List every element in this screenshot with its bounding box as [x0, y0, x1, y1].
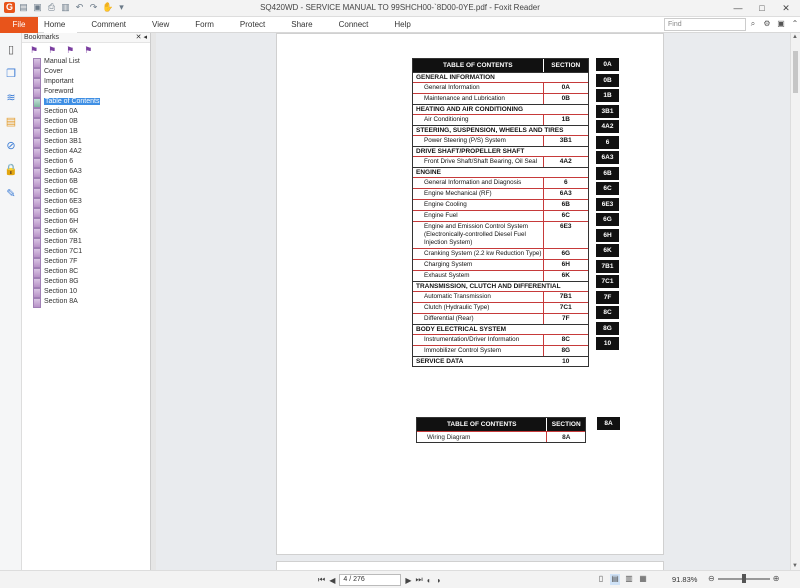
toc-row-section: 0A	[561, 84, 570, 91]
bookmarks-panel	[22, 33, 151, 570]
bookmark-label: Section 7F	[44, 258, 78, 265]
toc-row-name: Clutch (Hydraulic Type)	[413, 303, 544, 313]
toc-row-section: 6C	[561, 212, 570, 219]
continuous-facing-icon[interactable]: ▦	[639, 574, 647, 583]
section-tab[interactable]: 1B	[596, 89, 619, 102]
toc-group-title: HEATING AND AIR CONDITIONING	[413, 104, 588, 114]
comments-icon[interactable]: ▤	[5, 116, 17, 128]
toc-row-name: Engine Fuel	[413, 211, 544, 221]
section-tab[interactable]: 7B1	[596, 260, 619, 273]
toc-row-section: 8C	[561, 336, 570, 343]
pages-thumbnail-icon[interactable]: ❐	[6, 68, 16, 80]
scroll-up-icon[interactable]: ▲	[792, 34, 798, 40]
bookmark-item[interactable]	[22, 297, 150, 307]
toc-row[interactable]	[413, 135, 588, 146]
bookmark-item[interactable]	[22, 217, 150, 227]
last-page-icon[interactable]: ⏭	[415, 575, 423, 584]
toc-group-title: BODY ELECTRICAL SYSTEM	[413, 324, 588, 334]
attachment-icon[interactable]: ⊘	[6, 140, 16, 152]
toc-row-section: 6	[563, 179, 568, 186]
toc2-header-section: SECTION	[547, 418, 585, 431]
toc-row-section: 8G	[561, 347, 571, 354]
delete-bookmark-icon[interactable]: ⚑	[66, 45, 75, 55]
toc-row-section: 1B	[561, 116, 570, 123]
bookmark-options-icon[interactable]: ⚑	[84, 45, 93, 55]
tab-form[interactable]: Form	[195, 20, 214, 29]
bookmark-label: Foreword	[44, 88, 74, 95]
vertical-scrollbar[interactable]	[790, 33, 800, 570]
toc-row-name: Air Conditioning	[413, 115, 544, 125]
single-page-icon[interactable]: ▯	[598, 574, 604, 583]
save-icon[interactable]: ▣	[33, 2, 42, 12]
section-tab[interactable]: 7C1	[596, 275, 619, 288]
zoom-slider[interactable]	[708, 574, 779, 583]
tab-share[interactable]: Share	[291, 20, 313, 29]
tab-home[interactable]: Home	[44, 17, 77, 33]
pdf-icon[interactable]: ▥	[61, 2, 70, 12]
section-tab[interactable]: 4A2	[596, 120, 619, 133]
document-viewer[interactable]	[156, 33, 790, 570]
bookmark-label: Section 6G	[44, 208, 79, 215]
bookmark-item[interactable]	[22, 67, 150, 77]
bookmark-item[interactable]	[22, 57, 150, 67]
toc-row-name: Automatic Transmission	[413, 292, 544, 302]
toc-row-name: Power Steering (P/S) System	[413, 136, 544, 146]
bookmark-item[interactable]	[22, 107, 150, 117]
bookmark-label: Section 0A	[44, 108, 78, 115]
bookmark-item[interactable]	[22, 277, 150, 287]
bookmark-label: Section 8A	[44, 298, 78, 305]
tab-view[interactable]: View	[152, 20, 170, 29]
toc-row-name: Instrumentation/Driver Information	[413, 335, 544, 345]
bookmark-label: Section 6H	[44, 218, 79, 225]
toc-row-section: 8A	[562, 434, 571, 441]
bookmark-tree	[22, 57, 150, 307]
bookmark-item[interactable]	[22, 227, 150, 237]
toc-row-name: Wiring Diagram	[417, 432, 547, 442]
toc-row-section: 6H	[561, 261, 570, 268]
bookmark-item[interactable]	[22, 207, 150, 217]
history-back-icon[interactable]: ◐	[426, 575, 432, 585]
ribbon-tabs	[0, 17, 800, 33]
next-pdf-page	[276, 561, 664, 570]
first-page-icon[interactable]: ⏮	[318, 575, 326, 584]
facing-page-icon[interactable]: ▥	[625, 574, 633, 583]
bookmark-item[interactable]	[22, 157, 150, 167]
new-bookmark-icon[interactable]: ⚑	[30, 45, 39, 55]
navigation-pane-rail	[0, 33, 22, 570]
bookmark-label: Section 8C	[44, 268, 79, 275]
toc-row-name: Exhaust System	[413, 271, 544, 281]
bookmark-item[interactable]	[22, 237, 150, 247]
toc-row[interactable]	[413, 210, 588, 221]
continuous-page-icon[interactable]: ▤	[611, 574, 619, 583]
bookmark-item[interactable]	[22, 187, 150, 197]
toc-row-section: 6K	[561, 272, 570, 279]
toc-row-name: Engine and Emission Control System (Electronically-controlled Diesel Fuel Injection System)	[413, 222, 544, 248]
add-bookmark-icon[interactable]: ⚑	[48, 45, 57, 55]
toc-table	[412, 58, 589, 367]
bookmark-label: Section 0B	[44, 118, 78, 125]
bookmark-label: Section 7C1	[44, 248, 83, 255]
section-tab[interactable]: 6K	[596, 244, 619, 257]
toc-row-section: 6B	[561, 201, 570, 208]
tools-icon[interactable]: ✎	[6, 188, 16, 200]
toc-group-title: TRANSMISSION, CLUTCH AND DIFFERENTIAL	[413, 281, 588, 291]
bookmark-item[interactable]	[22, 97, 150, 107]
open-icon[interactable]: ▤	[19, 2, 28, 12]
bookmark-item[interactable]	[22, 177, 150, 187]
page-icon[interactable]: ▯	[7, 44, 15, 56]
bookmark-label: Section 8G	[44, 278, 79, 285]
bookmark-label: Section 6C	[44, 188, 79, 195]
toc-table-wiring	[416, 417, 586, 443]
section-tab[interactable]: 7F	[596, 291, 619, 304]
section-tab[interactable]: 3B1	[596, 105, 619, 118]
page-number-input[interactable]: 4 / 276	[339, 574, 401, 586]
section-tab[interactable]: 8A	[597, 417, 620, 430]
bookmark-item[interactable]	[22, 167, 150, 177]
bookmark-item[interactable]	[22, 257, 150, 267]
maximize-button[interactable]: □	[759, 3, 765, 13]
status-bar	[0, 570, 800, 588]
customize-icon[interactable]: ▾	[119, 2, 124, 12]
bookmark-item[interactable]	[22, 197, 150, 207]
toc-row[interactable]	[413, 177, 588, 188]
foxit-logo-icon[interactable]: G	[5, 2, 13, 12]
page-navigation	[318, 574, 440, 586]
bookmark-label: Section 6A3	[44, 168, 82, 175]
zoom-slider-knob[interactable]	[742, 574, 746, 583]
toc-group-title: ENGINE	[413, 167, 588, 177]
toc-row[interactable]	[413, 188, 588, 199]
bookmark-label: Section 7B1	[44, 238, 82, 245]
toc-group-section: 10	[562, 358, 570, 365]
section-tabs	[596, 58, 620, 353]
toc-row-name: Charging System	[413, 260, 544, 270]
view-modes	[596, 574, 648, 585]
close-button[interactable]: ✕	[782, 3, 790, 13]
next-page-icon[interactable]: ▶	[405, 575, 412, 585]
toc-row-name: Cranking System (2.2 kw Reduction Type)	[413, 249, 544, 259]
toc-row[interactable]	[413, 270, 588, 281]
toc-row[interactable]	[413, 259, 588, 270]
toc-row[interactable]	[413, 114, 588, 125]
toc-group-title: GENERAL INFORMATION	[413, 72, 588, 82]
section-tab[interactable]: 8G	[596, 322, 619, 335]
bookmark-label: Section 6	[44, 158, 74, 165]
toc-row-name: Engine Mechanical (RF)	[413, 189, 544, 199]
toc-row-section: 0B	[561, 95, 570, 102]
section-tab[interactable]: 6G	[596, 213, 619, 226]
user-icon[interactable]: ▣	[777, 19, 785, 28]
history-forward-icon[interactable]: ◑	[435, 575, 441, 585]
toc-row[interactable]	[413, 345, 588, 356]
tab-connect[interactable]: Connect	[338, 20, 369, 29]
zoom-in-icon[interactable]: ⊕	[772, 574, 780, 583]
toc-row-section: 6E3	[559, 223, 572, 230]
bookmark-item[interactable]	[22, 287, 150, 297]
search-icon[interactable]: ⌕	[750, 19, 756, 28]
toc-group-title: STEERING, SUSPENSION, WHEELS AND TIRES	[413, 125, 588, 135]
toc-row[interactable]	[413, 334, 588, 345]
toc-group-label: SERVICE DATA	[416, 358, 464, 365]
bookmark-label: Section 4A2	[44, 148, 82, 155]
print-icon[interactable]: ⎙	[47, 2, 56, 12]
window-title: SQ420WD - SERVICE MANUAL TO 99SHCH00-`8D00-0YE.pdf - Foxit Reader	[260, 3, 540, 12]
toc-row-name: Front Drive Shaft/Shaft Bearing, Oil Seal	[413, 157, 544, 167]
section-tab[interactable]: 6B	[596, 167, 619, 180]
section-tab[interactable]: 0B	[596, 74, 619, 87]
toc-row[interactable]	[413, 156, 588, 167]
toc-row-section: 7B1	[559, 293, 572, 300]
toc-row[interactable]	[413, 82, 588, 93]
toc-row-section: 6G	[561, 250, 571, 257]
zoom-level[interactable]: 91.83%	[672, 575, 698, 584]
bookmarks-header	[22, 33, 150, 43]
toc-row-name: General Information and Diagnosis	[413, 178, 544, 188]
toc-row[interactable]	[413, 221, 588, 248]
bookmark-item[interactable]	[22, 137, 150, 147]
tab-help[interactable]: Help	[394, 20, 411, 29]
undo-icon[interactable]: ↶	[75, 2, 84, 12]
bookmark-label: Manual List	[44, 58, 80, 65]
toc-row-section: 7C1	[559, 304, 572, 311]
expand-icon[interactable]: ⌃	[791, 19, 799, 28]
section-tab[interactable]: 0A	[596, 58, 619, 71]
bookmark-item[interactable]	[22, 87, 150, 97]
toc-row[interactable]	[413, 291, 588, 302]
bookmark-item[interactable]	[22, 267, 150, 277]
layers-icon[interactable]: ≋	[6, 92, 16, 104]
bookmark-label: Section 6K	[44, 228, 78, 235]
bookmark-item[interactable]	[22, 247, 150, 257]
toc-row-name: Immobilizer Control System	[413, 346, 544, 356]
section-tab[interactable]: 8C	[596, 306, 619, 319]
bookmark-label: Section 10	[44, 288, 78, 295]
bookmark-toolbar	[22, 43, 150, 57]
bookmark-label: Section 6E3	[44, 198, 82, 205]
scroll-down-icon[interactable]: ▼	[792, 563, 798, 569]
pdf-page	[276, 33, 664, 555]
toc-header-title: TABLE OF CONTENTS	[413, 59, 544, 72]
bookmarks-title: Bookmarks	[24, 34, 60, 41]
scrollbar-thumb[interactable]	[793, 51, 798, 93]
panel-controls-icon[interactable]: ✕ ◂	[135, 34, 147, 41]
title-bar	[0, 0, 800, 17]
tab-protect[interactable]: Protect	[239, 20, 266, 29]
bookmark-label: Section 1B	[44, 128, 78, 135]
section-tab[interactable]: 6A3	[596, 151, 619, 164]
bookmark-label: Section 3B1	[44, 138, 82, 145]
lock-icon[interactable]: 🔒	[4, 164, 18, 176]
settings-icon[interactable]: ⚙	[763, 19, 771, 28]
section-tab[interactable]: 6E3	[596, 198, 619, 211]
toc-row[interactable]	[413, 248, 588, 259]
bookmark-label: Section 6B	[44, 178, 78, 185]
toc-row-name: Differential (Rear)	[413, 314, 544, 324]
bookmark-label: Table of Contents	[45, 98, 100, 105]
section-tab[interactable]: 10	[596, 337, 619, 350]
section-tab[interactable]: 6H	[596, 229, 619, 242]
toc-row-section: 3B1	[559, 137, 572, 144]
toc-group-title	[413, 356, 588, 366]
section-tab[interactable]: 6	[596, 136, 619, 149]
bookmark-label: Important	[44, 78, 74, 85]
toc-row[interactable]	[413, 302, 588, 313]
toc-row[interactable]	[413, 93, 588, 104]
bookmark-label: Cover	[44, 68, 63, 75]
redo-icon[interactable]: ↷	[89, 2, 98, 12]
toc-row-name: Engine Cooling	[413, 200, 544, 210]
bookmark-item[interactable]	[22, 117, 150, 127]
toc-row-name: Maintenance and Lubrication	[413, 94, 544, 104]
file-menu[interactable]: File	[0, 17, 38, 33]
toc-row[interactable]	[413, 313, 588, 324]
toc-row[interactable]	[413, 199, 588, 210]
previous-page-icon[interactable]: ◀	[329, 575, 336, 585]
bookmark-item[interactable]	[22, 77, 150, 87]
zoom-out-icon[interactable]: ⊖	[708, 574, 715, 583]
bookmark-item[interactable]	[22, 127, 150, 137]
section-tab[interactable]: 6C	[596, 182, 619, 195]
toc-row-section: 4A2	[559, 158, 572, 165]
minimize-button[interactable]: —	[733, 3, 743, 13]
toc2-header-title: TABLE OF CONTENTS	[417, 418, 547, 431]
hand-tool-icon[interactable]: ✋	[102, 2, 114, 12]
toc-header-section: SECTION	[544, 59, 588, 72]
toc-row-name: General Information	[413, 83, 544, 93]
toc-row[interactable]	[417, 431, 585, 442]
bookmark-item[interactable]	[22, 147, 150, 157]
toc-group-title: DRIVE SHAFT/PROPELLER SHAFT	[413, 146, 588, 156]
toc-row-section: 6A3	[559, 190, 572, 197]
tab-comment[interactable]: Comment	[91, 20, 127, 29]
toc-row-section: 7F	[561, 315, 570, 322]
find-input[interactable]: Find	[664, 18, 746, 31]
